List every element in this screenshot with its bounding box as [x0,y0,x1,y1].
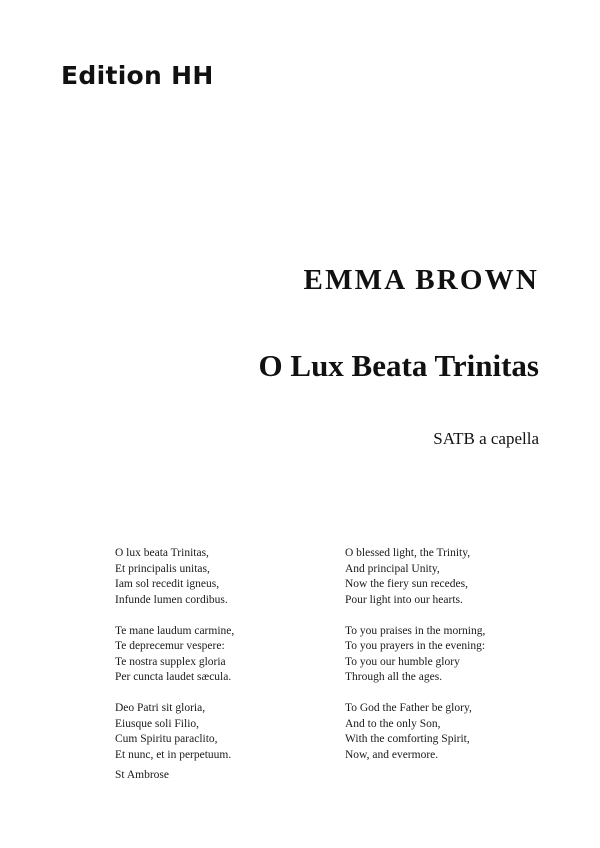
english-line: Now, and evermore. [345,748,439,761]
composer-name: EMMA BROWN [303,264,539,296]
english-line: Pour light into our hearts. [345,593,463,606]
english-line: And principal Unity, [345,562,440,575]
latin-line: Iam sol recedit igneus, [115,578,220,590]
english-stanza [345,546,545,608]
latin-line: Infunde lumen cordibus. [115,593,228,606]
latin-line: Et principalis unitas, [115,562,210,575]
english-line: To you our humble glory [345,655,460,668]
text-author: St Ambrose [115,769,169,781]
english-line: O blessed light, the Trinity, [345,547,471,559]
english-line: To you praises in the morning, [345,624,486,637]
english-line: Now the fiery sun recedes, [345,578,468,590]
publisher-name: Edition HH [61,61,214,90]
latin-line: Et nunc, et in perpetuum. [115,748,232,761]
english-line: Through all the ages. [345,671,443,683]
latin-line: Te mane laudum carmine, [115,624,235,637]
latin-stanza [115,701,315,763]
latin-line: O lux beata Trinitas, [115,547,209,559]
english-line: To God the Father be glory, [345,702,472,714]
english-line: To you prayers in the evening: [345,640,486,652]
english-stanza [345,624,545,686]
english-stanza [345,701,545,763]
latin-line: Cum Spiritu paraclito, [115,733,218,745]
work-title: O Lux Beata Trinitas [258,348,539,383]
latin-line: Eiusque soli Filio, [115,717,200,730]
latin-text [115,546,315,779]
latin-line: Te nostra supplex gloria [115,655,226,668]
latin-line: Per cuncta laudet sæcula. [115,671,232,683]
latin-line: Te deprecemur vespere: [115,640,225,652]
english-line: With the comforting Spirit, [345,733,470,745]
latin-stanza [115,624,315,686]
latin-stanza [115,546,315,608]
english-translation [345,546,545,779]
english-line: And to the only Son, [345,717,441,730]
scoring-note: SATB a capella [433,429,539,448]
latin-line: Deo Patri sit gloria, [115,702,206,714]
